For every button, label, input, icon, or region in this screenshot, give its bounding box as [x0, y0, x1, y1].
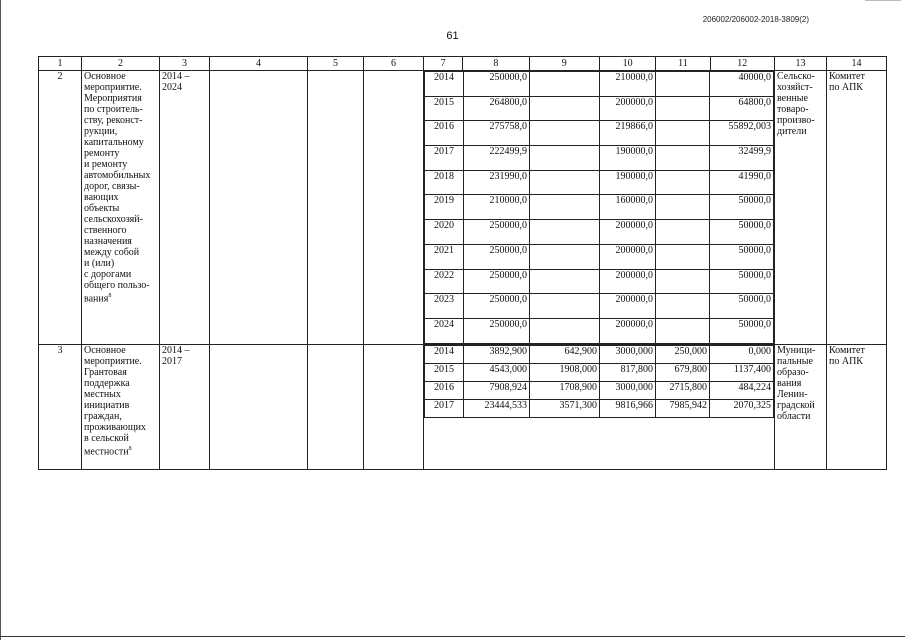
amount-cell: 250000,0 [464, 318, 530, 343]
year-row [425, 345, 774, 363]
year-row [425, 220, 774, 245]
amount-cell: 3000,000 [600, 381, 656, 399]
period-cell [160, 71, 210, 345]
amount-cell: 190000,0 [600, 170, 656, 195]
year-cell: 2023 [425, 294, 464, 319]
header-cell: 6 [364, 57, 424, 71]
header-cell: 13 [775, 57, 827, 71]
document-id: 206002/206002-2018-3809(2) [702, 15, 809, 24]
page-bottom-border [0, 636, 905, 637]
text-line: 2014 – [162, 344, 190, 356]
row-number-cell: 3 [39, 344, 82, 469]
header-cell: 8 [463, 57, 529, 71]
amount-cell: 50000,0 [710, 318, 774, 343]
participants-cell [775, 71, 827, 345]
amount-cell: 3892,900 [464, 345, 530, 363]
amount-cell: 1908,000 [530, 363, 600, 381]
text-line: автомобильных [84, 170, 151, 181]
header-cell: 1 [39, 57, 82, 71]
text-line: Грантовая [84, 366, 127, 378]
year-row [425, 399, 774, 417]
amount-cell: 222499,9 [464, 146, 530, 171]
amount-cell: 200000,0 [600, 244, 656, 269]
empty-cell [210, 71, 308, 345]
header-cell: 3 [160, 57, 210, 71]
text-line: объекты [84, 203, 120, 214]
amount-cell [530, 220, 600, 245]
amount-cell [656, 96, 710, 121]
year-row [425, 294, 774, 319]
amount-cell: 275758,0 [464, 121, 530, 146]
amount-cell: 40000,0 [710, 72, 774, 97]
amount-cell [656, 72, 710, 97]
text-line: поддержка [84, 377, 130, 389]
amount-cell: 9816,966 [600, 399, 656, 417]
year-cell: 2014 [425, 72, 464, 97]
year-row [425, 170, 774, 195]
amount-cell: 190000,0 [600, 146, 656, 171]
amount-cell: 50000,0 [710, 195, 774, 220]
text-line: ственного [84, 225, 127, 236]
amount-cell: 2715,800 [656, 381, 710, 399]
page-number: 61 [446, 30, 459, 42]
year-row [425, 96, 774, 121]
text-line: инициатив [84, 399, 130, 411]
text-line: местных [84, 388, 121, 400]
footnote-marker: 8 [128, 445, 132, 452]
yearly-funding-cell [424, 71, 775, 345]
empty-cell [364, 71, 424, 345]
header-row [39, 57, 887, 71]
participants-cell [775, 344, 827, 469]
table-row [39, 344, 887, 469]
text-line: дорог, связы- [84, 181, 140, 192]
text-line: 2014 – [162, 71, 190, 82]
amount-cell [656, 220, 710, 245]
amount-cell [530, 294, 600, 319]
yearly-funding-table [424, 345, 774, 418]
amount-cell: 2070,325 [710, 399, 774, 417]
text-line: капитальному [84, 137, 144, 148]
amount-cell [530, 318, 600, 343]
year-row [425, 121, 774, 146]
text-line: Муници- [777, 344, 816, 356]
amount-cell [530, 96, 600, 121]
amount-cell: 3000,000 [600, 345, 656, 363]
empty-cell [308, 71, 364, 345]
amount-cell: 264800,0 [464, 96, 530, 121]
year-cell: 2015 [425, 363, 464, 381]
measure-name-cell [82, 71, 160, 345]
amount-cell: 41990,0 [710, 170, 774, 195]
text-line: мероприятие. [84, 355, 142, 367]
text-line: рукции, [84, 126, 118, 137]
yearly-funding-table [424, 71, 774, 344]
program-table [38, 56, 887, 470]
text-line: области [777, 410, 811, 422]
amount-cell [530, 269, 600, 294]
amount-cell: 250,000 [656, 345, 710, 363]
amount-cell: 50000,0 [710, 244, 774, 269]
amount-cell [656, 294, 710, 319]
text-line: назначения [84, 236, 132, 247]
amount-cell: 200000,0 [600, 96, 656, 121]
amount-cell [530, 170, 600, 195]
amount-cell: 3571,300 [530, 399, 600, 417]
measure-name-cell [82, 344, 160, 469]
text-line: по АПК [829, 355, 863, 367]
year-cell: 2019 [425, 195, 464, 220]
amount-cell: 55892,003 [710, 121, 774, 146]
amount-cell: 50000,0 [710, 269, 774, 294]
year-cell: 2016 [425, 381, 464, 399]
amount-cell: 160000,0 [600, 195, 656, 220]
text-line: венные [777, 93, 808, 104]
amount-cell: 7908,924 [464, 381, 530, 399]
amount-cell: 642,900 [530, 345, 600, 363]
header-cell: 9 [529, 57, 599, 71]
text-line: Основное [84, 71, 126, 82]
text-line: Мероприятия [84, 93, 142, 104]
header-cell: 10 [599, 57, 655, 71]
text-line: градской [777, 399, 815, 411]
amount-cell [530, 244, 600, 269]
amount-cell: 817,800 [600, 363, 656, 381]
text-line: между собой [84, 247, 140, 258]
amount-cell: 231990,0 [464, 170, 530, 195]
empty-cell [308, 344, 364, 469]
amount-cell: 64800,0 [710, 96, 774, 121]
period-cell [160, 344, 210, 469]
text-line: местности$^8$ [84, 445, 132, 457]
text-line: произво- [777, 115, 815, 126]
amount-cell [530, 121, 600, 146]
responsible-cell [827, 71, 887, 345]
text-line: мероприятие. [84, 82, 142, 93]
text-line: Ленин- [777, 388, 808, 400]
year-cell: 2017 [425, 399, 464, 417]
year-cell: 2021 [425, 244, 464, 269]
text-line: Сельско- [777, 71, 815, 82]
year-row [425, 72, 774, 97]
text-line: проживающих [84, 421, 146, 433]
year-cell: 2018 [425, 170, 464, 195]
text-line: пальные [777, 355, 813, 367]
text-line: 2017 [162, 355, 182, 367]
text-line: сельскохозяй- [84, 214, 143, 225]
text-line: хозяйст- [777, 82, 813, 93]
responsible-cell [827, 344, 887, 469]
table-row [39, 71, 887, 345]
amount-cell [656, 170, 710, 195]
year-row [425, 381, 774, 399]
header-cell: 5 [308, 57, 364, 71]
amount-cell: 200000,0 [600, 269, 656, 294]
amount-cell: 0,000 [710, 345, 774, 363]
text-line: в сельской [84, 432, 129, 444]
amount-cell: 200000,0 [600, 294, 656, 319]
page-edge [0, 0, 1, 640]
amount-cell: 250000,0 [464, 294, 530, 319]
header-cell: 11 [656, 57, 710, 71]
text-line: и (или) [84, 258, 115, 269]
footnote-marker: 8 [108, 293, 112, 299]
year-cell: 2022 [425, 269, 464, 294]
amount-cell: 679,800 [656, 363, 710, 381]
text-line: и ремонту [84, 159, 128, 170]
amount-cell [656, 146, 710, 171]
empty-cell [210, 344, 308, 469]
amount-cell [656, 269, 710, 294]
year-row [425, 146, 774, 171]
text-line: по строитель- [84, 104, 143, 115]
year-row [425, 318, 774, 343]
text-line: образо- [777, 366, 809, 378]
text-line: товаро- [777, 104, 809, 115]
text-line: по АПК [829, 82, 863, 93]
text-line: Комитет [829, 344, 865, 356]
amount-cell [656, 121, 710, 146]
text-line: ремонту [84, 148, 120, 159]
text-line: Комитет [829, 71, 865, 82]
text-line: с дорогами [84, 269, 132, 280]
year-row [425, 244, 774, 269]
amount-cell [530, 146, 600, 171]
amount-cell: 210000,0 [464, 195, 530, 220]
amount-cell: 7985,942 [656, 399, 710, 417]
row-number-cell: 2 [39, 71, 82, 345]
amount-cell: 1708,900 [530, 381, 600, 399]
text-line: дители [777, 126, 807, 137]
text-line: ству, реконст- [84, 115, 143, 126]
header-cell: 12 [710, 57, 774, 71]
amount-cell [530, 72, 600, 97]
year-cell: 2014 [425, 345, 464, 363]
amount-cell [656, 244, 710, 269]
scan-corner-mark [865, 0, 901, 4]
year-cell: 2017 [425, 146, 464, 171]
year-cell: 2015 [425, 96, 464, 121]
amount-cell: 250000,0 [464, 269, 530, 294]
text-line: вания [777, 377, 802, 389]
header-cell: 2 [82, 57, 160, 71]
amount-cell: 4543,000 [464, 363, 530, 381]
amount-cell: 250000,0 [464, 220, 530, 245]
amount-cell [656, 318, 710, 343]
amount-cell [656, 195, 710, 220]
header-cell: 7 [424, 57, 463, 71]
amount-cell [530, 195, 600, 220]
text-line: граждан, [84, 410, 122, 422]
text-line: Основное [84, 344, 126, 356]
text-line: общего пользо- [84, 280, 150, 291]
amount-cell: 210000,0 [600, 72, 656, 97]
amount-cell: 200000,0 [600, 318, 656, 343]
empty-cell [364, 344, 424, 469]
year-cell: 2024 [425, 318, 464, 343]
amount-cell: 200000,0 [600, 220, 656, 245]
year-row [425, 269, 774, 294]
amount-cell: 32499,9 [710, 146, 774, 171]
amount-cell: 484,224 [710, 381, 774, 399]
year-row [425, 195, 774, 220]
header-cell: 14 [827, 57, 887, 71]
amount-cell: 250000,0 [464, 244, 530, 269]
amount-cell: 23444,533 [464, 399, 530, 417]
text-line: 2024 [162, 82, 182, 93]
yearly-funding-cell [424, 344, 775, 469]
amount-cell: 50000,0 [710, 294, 774, 319]
year-row [425, 363, 774, 381]
year-cell: 2016 [425, 121, 464, 146]
amount-cell: 219866,0 [600, 121, 656, 146]
amount-cell: 250000,0 [464, 72, 530, 97]
header-cell: 4 [210, 57, 308, 71]
amount-cell: 1137,400 [710, 363, 774, 381]
amount-cell: 50000,0 [710, 220, 774, 245]
year-cell: 2020 [425, 220, 464, 245]
text-line: вающих [84, 192, 119, 203]
text-line: вания$^8$ [84, 293, 112, 305]
